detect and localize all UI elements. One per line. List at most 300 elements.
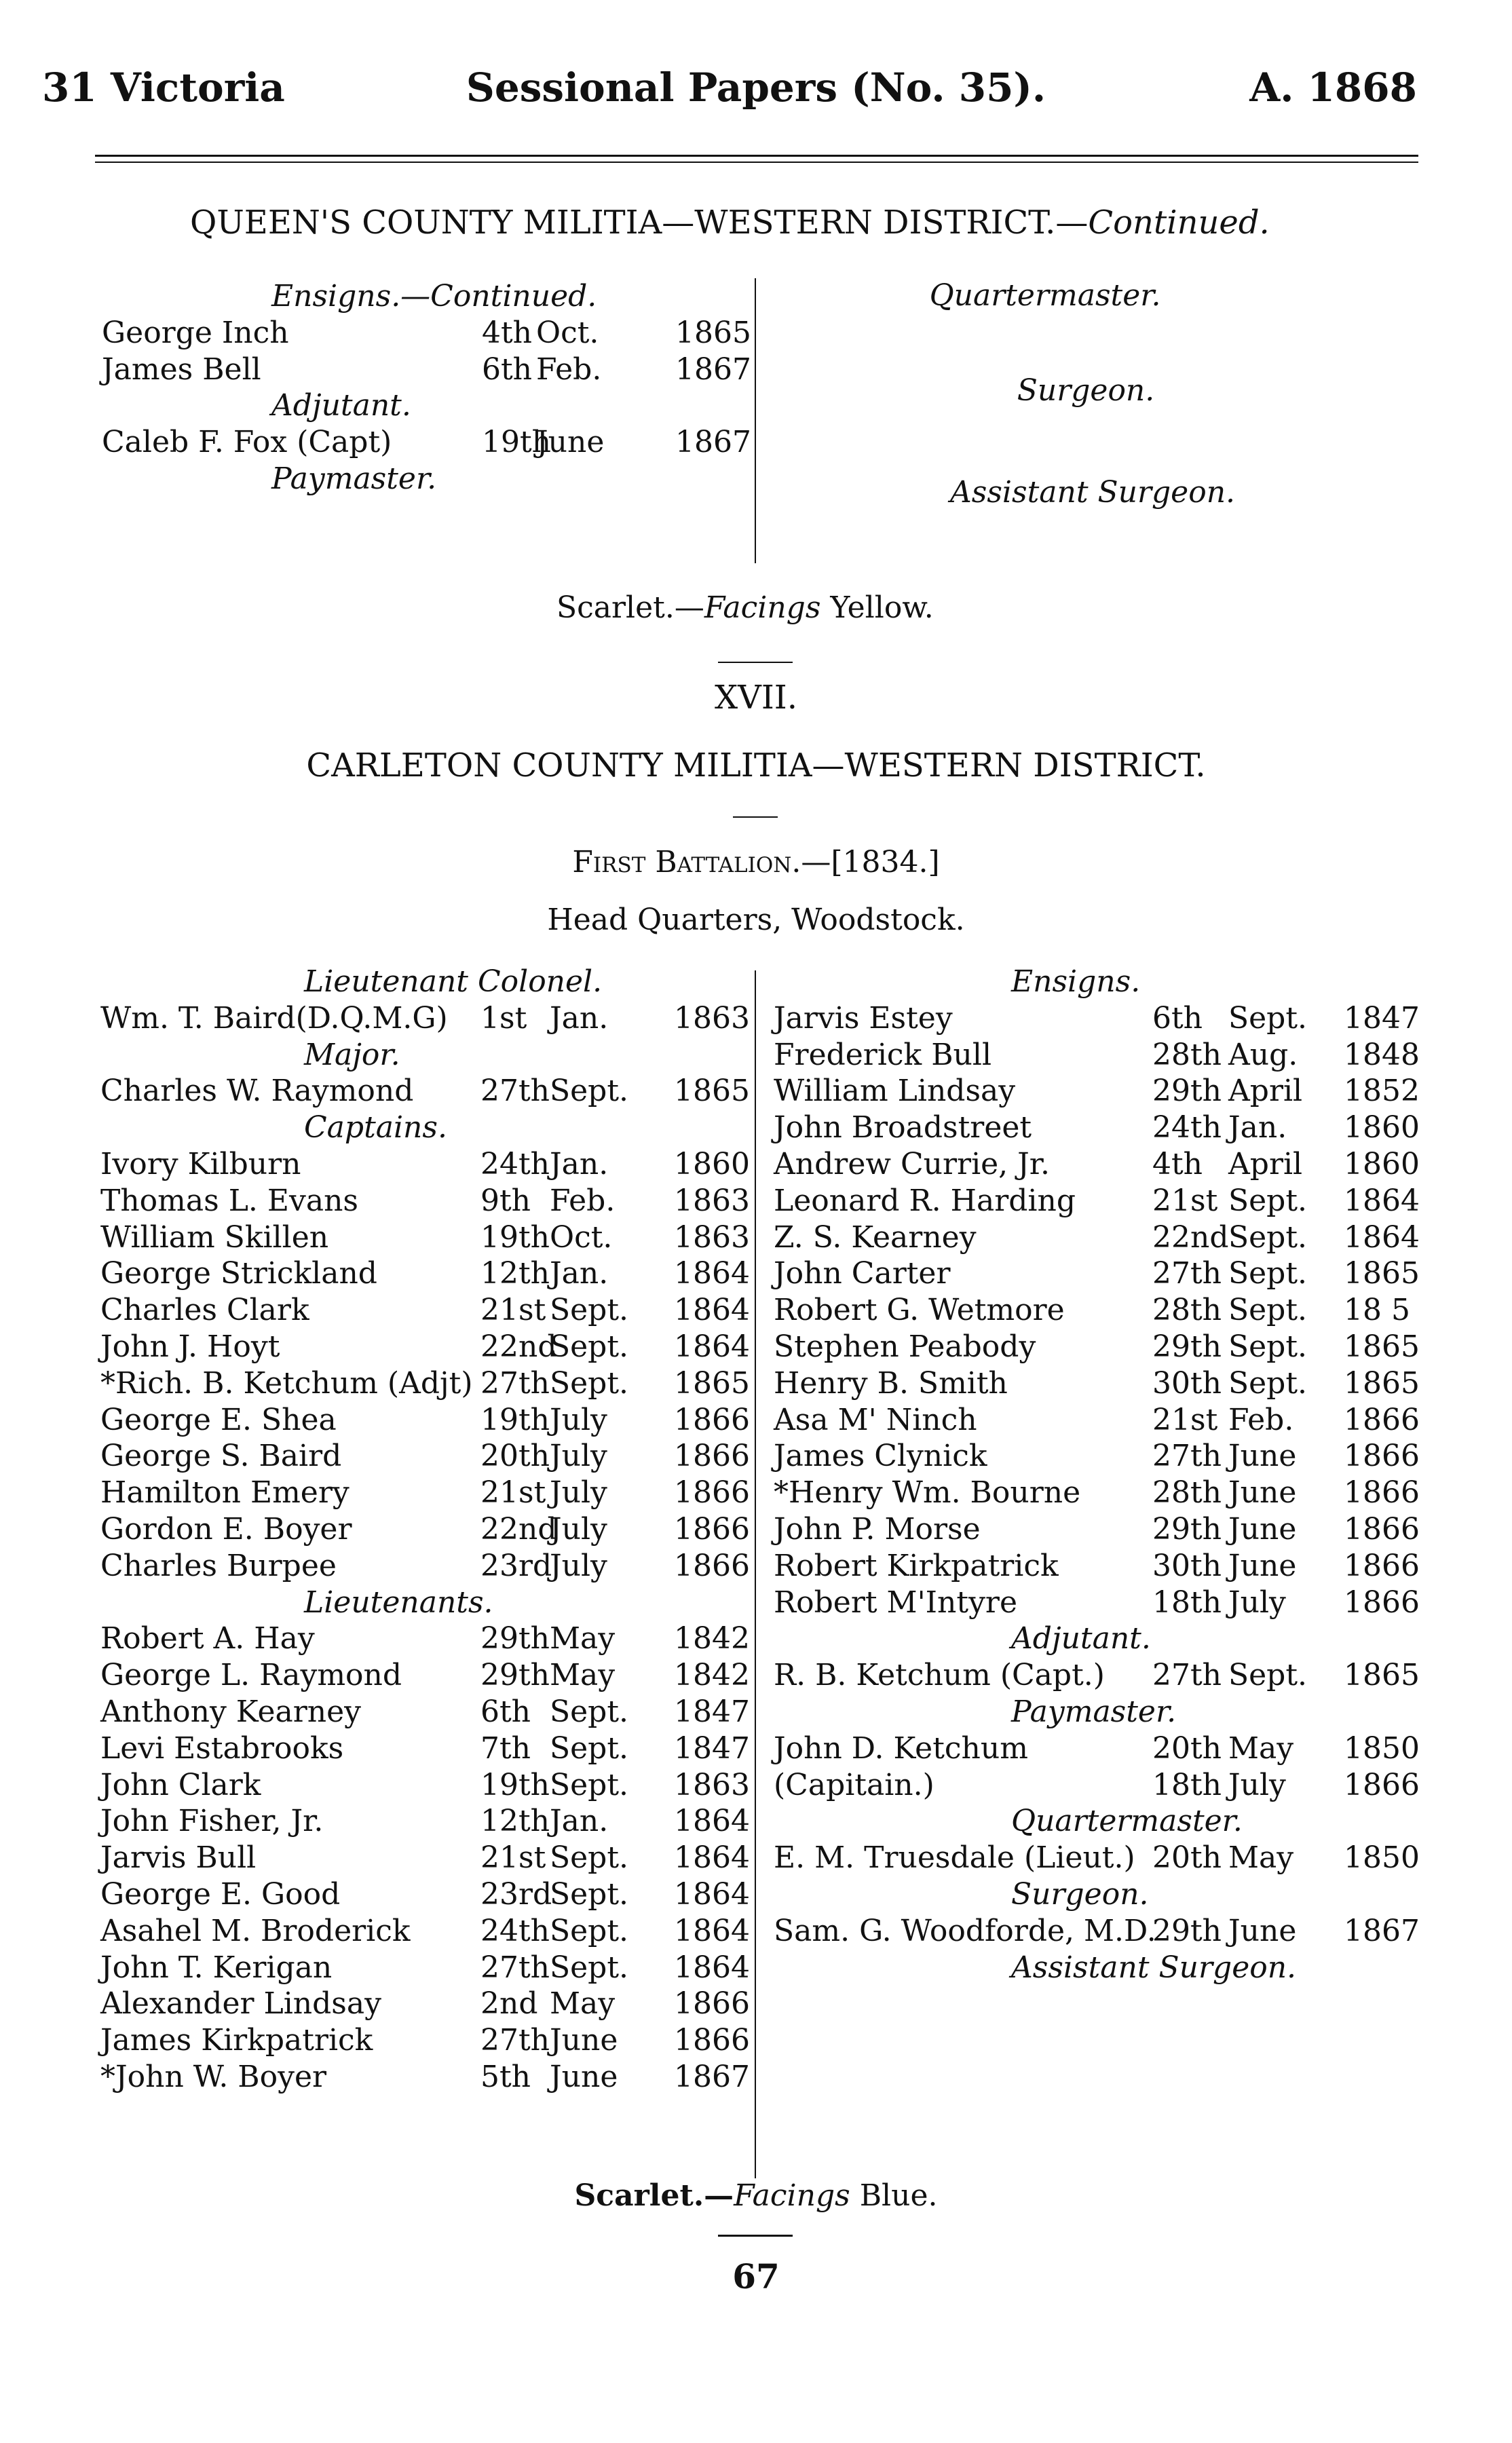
roster-day: 27th <box>1152 1658 1222 1693</box>
queens-facings-c: Yellow. <box>820 590 934 625</box>
subheading-text: Ensigns. <box>1011 964 1141 999</box>
roster-day: 28th <box>1152 1293 1222 1328</box>
roster-month: Jan. <box>550 1000 609 1036</box>
roster-row <box>767 1255 1418 1292</box>
roster-day: 4th <box>1152 1146 1203 1181</box>
roster-day: 19th <box>480 1219 550 1255</box>
roster-year: 1863 <box>674 1767 750 1802</box>
roster-name: Z. S. Kearney <box>774 1219 977 1255</box>
roster-day: 20th <box>1152 1840 1222 1876</box>
roster-day: 24th <box>480 1913 550 1948</box>
roster-name: Hamilton Emery <box>100 1475 349 1511</box>
roster-row <box>767 1438 1418 1475</box>
roster-row <box>767 1475 1418 1511</box>
roster-day: 7th <box>480 1730 531 1766</box>
roster-year: 1863 <box>674 1219 750 1255</box>
roster-row <box>767 1365 1418 1402</box>
roster-name: Robert G. Wetmore <box>774 1293 1065 1328</box>
roster-month: Sept. <box>550 1767 629 1802</box>
roster-row <box>767 1110 1418 1146</box>
roster-month: July <box>1228 1585 1286 1620</box>
roster-year: 1852 <box>1344 1074 1420 1109</box>
roster-day: 21st <box>1152 1402 1218 1437</box>
roster-row <box>100 1402 752 1439</box>
roster-year: 1864 <box>674 1804 750 1839</box>
roster-row <box>767 1402 1418 1439</box>
roster-row <box>100 1183 752 1219</box>
roster-row <box>767 1548 1418 1585</box>
roster-day: 19th <box>482 425 552 460</box>
roster-year: 1866 <box>1344 1439 1420 1474</box>
section-subheading <box>100 1585 752 1621</box>
roster-day: 27th <box>480 1074 550 1109</box>
subheading-text: Lieutenants. <box>304 1585 493 1620</box>
roster-name: Gordon E. Boyer <box>100 1511 352 1547</box>
queens-surgeon: Surgeon. <box>1017 373 1155 408</box>
roster-day: 29th <box>1152 1913 1222 1948</box>
roster-year: 1850 <box>1344 1730 1420 1766</box>
roster-year: 1867 <box>675 425 751 460</box>
roster-month: Sept. <box>550 1694 629 1729</box>
roster-row <box>767 1037 1418 1074</box>
roster-year: 1865 <box>1344 1329 1420 1364</box>
roster-row <box>767 1511 1418 1548</box>
roster-year: 1865 <box>675 315 751 350</box>
page-number: 67 <box>732 2256 780 2296</box>
queens-facings-a: Scarlet.— <box>556 590 704 625</box>
roster-day: 29th <box>1152 1511 1222 1547</box>
roster-name: *Rich. B. Ketchum (Adjt) <box>100 1365 473 1401</box>
roster-name: *Henry Wm. Bourne <box>774 1475 1081 1511</box>
roster-row <box>767 1913 1418 1950</box>
roster-month: June <box>1228 1439 1297 1474</box>
roster-day: 29th <box>480 1658 550 1693</box>
roster-day: 22nd <box>480 1329 557 1364</box>
roster-row <box>767 1730 1418 1767</box>
roster-month: Sept. <box>550 1365 629 1401</box>
header-rule-thin <box>95 162 1418 163</box>
roster-month: Jan. <box>550 1256 609 1291</box>
roster-name: Asahel M. Broderick <box>100 1913 411 1948</box>
roster-name: Levi Estabrooks <box>100 1730 344 1766</box>
roster-day: 27th <box>480 1365 550 1401</box>
roster-year: 1867 <box>1344 1913 1420 1948</box>
roster-month: May <box>550 1621 616 1656</box>
roster-month: Feb. <box>536 352 602 387</box>
section-subheading <box>102 461 746 497</box>
roster-month: May <box>1228 1730 1294 1766</box>
header-left: 31 Victoria <box>42 64 285 111</box>
roster-day: 12th <box>480 1804 550 1839</box>
carleton-facings-a: Scarlet.— <box>574 2178 734 2213</box>
roster-year: 1864 <box>674 1876 750 1912</box>
roster-day: 20th <box>1152 1730 1222 1766</box>
carleton-facings-b: Facings <box>734 2178 850 2213</box>
queens-quartermaster: Quartermaster. <box>929 278 1161 313</box>
roster-name: John J. Hoyt <box>100 1329 280 1364</box>
roster-row <box>100 1329 752 1365</box>
roster-year: 1847 <box>1344 1000 1420 1036</box>
roster-year: 1866 <box>674 1475 750 1511</box>
roster-year: 1864 <box>674 1913 750 1948</box>
roster-month: July <box>550 1511 607 1547</box>
roster-name: Caleb F. Fox (Capt) <box>102 425 392 460</box>
roster-day: 6th <box>1152 1000 1203 1036</box>
roster-year: 1847 <box>674 1730 750 1766</box>
section-subheading <box>100 1110 752 1146</box>
roster-day: 1st <box>480 1000 527 1036</box>
roster-month: Jan. <box>1228 1110 1287 1145</box>
roster-month: Sept. <box>550 1913 629 1948</box>
subheading-text: Major. <box>304 1037 400 1072</box>
roster-month: May <box>550 1986 616 2022</box>
roster-month: Sept. <box>1228 1658 1308 1693</box>
roster-month: Sept. <box>1228 1219 1308 1255</box>
roster-year: 1864 <box>674 1329 750 1364</box>
roster-name: Charles W. Raymond <box>100 1074 414 1109</box>
carleton-left-column <box>100 964 752 2096</box>
roster-day: 22nd <box>1152 1219 1229 1255</box>
roster-month: Sept. <box>550 1329 629 1364</box>
subheading-text: Adjutant. <box>1011 1621 1151 1656</box>
roster-row <box>767 1183 1418 1219</box>
section-subheading <box>102 387 746 424</box>
subheading-text: Assistant Surgeon. <box>1011 1950 1297 1985</box>
header-rule-thick <box>95 155 1418 157</box>
roster-name: Sam. G. Woodforde, M.D. <box>774 1913 1156 1948</box>
section-subheading <box>767 1694 1418 1730</box>
section-subheading <box>767 1950 1418 1986</box>
roster-month: June <box>1228 1511 1297 1547</box>
roster-month: Sept. <box>1228 1293 1308 1328</box>
roster-day: 21st <box>480 1293 546 1328</box>
roster-row <box>100 1365 752 1402</box>
roster-row <box>767 1146 1418 1183</box>
roster-day: 28th <box>1152 1475 1222 1511</box>
roster-row <box>100 1073 752 1110</box>
roster-name: John D. Ketchum <box>774 1730 1028 1766</box>
roster-day: 19th <box>480 1767 550 1802</box>
roster-row <box>100 1950 752 1986</box>
column-divider-carleton <box>755 970 756 2178</box>
roster-year: 1864 <box>1344 1219 1420 1255</box>
roster-row <box>767 1657 1418 1694</box>
roster-month: June <box>550 2023 618 2058</box>
roster-year: 1866 <box>674 1402 750 1437</box>
roster-name: Asa M' Ninch <box>774 1402 977 1437</box>
roster-year: 1860 <box>1344 1110 1420 1145</box>
roster-name: Robert Kirkpatrick <box>774 1548 1059 1583</box>
roster-day: 12th <box>480 1256 550 1291</box>
roster-year: 1864 <box>674 1293 750 1328</box>
roster-day: 27th <box>1152 1256 1222 1291</box>
section-subheading <box>100 1037 752 1074</box>
queens-assistant-surgeon: Assistant Surgeon. <box>949 475 1236 510</box>
roster-month: Sept. <box>550 1840 629 1876</box>
roster-row <box>767 1073 1418 1110</box>
queens-left-column <box>102 278 751 497</box>
roster-year: 1842 <box>674 1658 750 1693</box>
header-right: A. 1868 <box>1249 64 1417 111</box>
roster-year: 1850 <box>1344 1840 1420 1876</box>
roster-row <box>100 2022 752 2059</box>
section-title-queens <box>190 204 1270 242</box>
roster-row <box>100 1913 752 1950</box>
roster-day: 2nd <box>480 1986 538 2022</box>
roster-name: *John W. Boyer <box>100 2059 327 2094</box>
roster-row <box>100 1438 752 1475</box>
roster-year: 1866 <box>674 1986 750 2022</box>
section-title-queens-main: QUEEN'S COUNTY MILITIA—WESTERN DISTRICT.— <box>190 204 1089 242</box>
roster-year: 1866 <box>1344 1767 1420 1802</box>
roster-year: 1860 <box>674 1146 750 1181</box>
roster-name: John Clark <box>100 1767 261 1802</box>
roster-day: 9th <box>480 1183 531 1218</box>
subheading-text: Lieutenant Colonel. <box>304 964 603 999</box>
roster-month: July <box>550 1439 607 1474</box>
roster-name: (Capitain.) <box>774 1767 934 1802</box>
roster-month: Sept. <box>550 1730 629 1766</box>
roster-month: Sept. <box>550 1293 629 1328</box>
roster-name: John P. Morse <box>774 1511 981 1547</box>
roster-year: 1866 <box>674 1548 750 1583</box>
roster-name: George L. Raymond <box>100 1658 402 1693</box>
roster-month: Sept. <box>1228 1365 1308 1401</box>
queens-facings-b: Facings <box>704 590 821 625</box>
subheading-text: Captains. <box>304 1110 447 1145</box>
roster-month: April <box>1228 1146 1303 1181</box>
roster-month: Sept. <box>1228 1000 1308 1036</box>
roster-row <box>102 424 751 461</box>
footer-dash <box>718 2235 793 2237</box>
roster-name: George E. Good <box>100 1876 341 1912</box>
section-subheading <box>102 278 746 315</box>
roster-day: 29th <box>1152 1329 1222 1364</box>
roster-day: 21st <box>1152 1183 1218 1218</box>
section-subheading <box>100 964 752 1000</box>
roster-year: 1866 <box>1344 1475 1420 1511</box>
roster-day: 29th <box>480 1621 550 1656</box>
roster-month: June <box>1228 1548 1297 1583</box>
roster-name: R. B. Ketchum (Capt.) <box>774 1658 1105 1693</box>
section-title-queens-continued: Continued. <box>1088 204 1270 242</box>
queens-facings <box>556 590 934 625</box>
roster-name: John Carter <box>774 1256 951 1291</box>
roster-row <box>102 352 751 388</box>
roster-year: 1866 <box>1344 1548 1420 1583</box>
roster-month: Sept. <box>1228 1256 1308 1291</box>
roster-row <box>767 1329 1418 1365</box>
roster-month: June <box>1228 1913 1297 1948</box>
roster-year: 1865 <box>1344 1256 1420 1291</box>
roster-month: July <box>550 1475 607 1511</box>
roster-month: May <box>1228 1840 1294 1876</box>
roster-name: Robert A. Hay <box>100 1621 315 1656</box>
roster-year: 1867 <box>674 2059 750 2094</box>
subheading-text: Surgeon. <box>1011 1876 1149 1912</box>
roster-row <box>100 1840 752 1876</box>
roster-month: June <box>550 2059 618 2094</box>
roster-row <box>767 1292 1418 1329</box>
roster-name: Charles Clark <box>100 1293 309 1328</box>
roster-day: 20th <box>480 1439 550 1474</box>
roster-row <box>100 1146 752 1183</box>
roster-day: 23rd <box>480 1876 552 1912</box>
roster-day: 22nd <box>480 1511 557 1547</box>
roster-day: 18th <box>1152 1585 1222 1620</box>
roster-year: 1860 <box>1344 1146 1420 1181</box>
roster-name: Stephen Peabody <box>774 1329 1036 1364</box>
roster-row <box>100 1803 752 1840</box>
roster-year: 1863 <box>674 1183 750 1218</box>
roster-year: 1864 <box>674 1840 750 1876</box>
roster-year: 1865 <box>1344 1658 1420 1693</box>
roster-name: Charles Burpee <box>100 1548 337 1583</box>
roster-name: Alexander Lindsay <box>100 1986 381 2022</box>
roster-month: July <box>550 1548 607 1583</box>
roster-year: 1848 <box>1344 1037 1420 1072</box>
roster-day: 29th <box>1152 1074 1222 1109</box>
carleton-facings-c: Blue. <box>850 2178 938 2213</box>
roster-day: 6th <box>480 1694 531 1729</box>
battalion-heading: First Battalion.—[1834.] <box>572 845 940 879</box>
carleton-facings <box>575 2178 938 2213</box>
subheading-text: Paymaster. <box>1011 1694 1177 1729</box>
roster-day: 27th <box>480 2023 550 2058</box>
column-divider-queens <box>755 278 756 563</box>
roster-row <box>100 1767 752 1804</box>
roster-month: June <box>1228 1475 1297 1511</box>
header-center: Sessional Papers (No. 35). <box>466 64 1046 111</box>
roster-year: 1865 <box>674 1074 750 1109</box>
roster-name: Jarvis Estey <box>774 1000 953 1036</box>
roster-day: 24th <box>480 1146 550 1181</box>
roster-year: 1867 <box>675 352 751 387</box>
roster-year: 1866 <box>1344 1402 1420 1437</box>
roster-day: 18th <box>1152 1767 1222 1802</box>
section-subheading <box>767 1876 1418 1913</box>
section-subheading <box>767 1621 1418 1657</box>
roster-row <box>100 1000 752 1037</box>
roster-name: Frederick Bull <box>774 1037 992 1072</box>
roster-month: Oct. <box>550 1219 613 1255</box>
roster-name: George S. Baird <box>100 1439 342 1474</box>
roster-name: James Kirkpatrick <box>100 2023 373 2058</box>
roster-month: Aug. <box>1228 1037 1298 1072</box>
subheading-text: Adjutant. <box>271 388 411 423</box>
roster-year: 1864 <box>674 1950 750 1985</box>
roster-name: James Clynick <box>774 1439 987 1474</box>
roster-day: 21st <box>480 1840 546 1876</box>
roster-name: Thomas L. Evans <box>100 1183 359 1218</box>
roster-year: 1866 <box>1344 1585 1420 1620</box>
roster-row <box>100 1475 752 1511</box>
roster-name: Wm. T. Baird(D.Q.M.G) <box>100 1000 448 1036</box>
section-separator <box>718 662 793 663</box>
roster-year: 1865 <box>1344 1365 1420 1401</box>
section-subheading <box>767 1803 1418 1840</box>
subheading-text: Paymaster. <box>271 461 437 496</box>
roster-row <box>767 1000 1418 1037</box>
subheading-text: Quartermaster. <box>1011 1804 1243 1839</box>
roster-row <box>100 1986 752 2022</box>
roster-name: George E. Shea <box>100 1402 337 1437</box>
title-dash <box>733 816 778 818</box>
roster-day: 28th <box>1152 1037 1222 1072</box>
roster-month: Sept. <box>550 1950 629 1985</box>
roster-month: Sept. <box>550 1876 629 1912</box>
roster-month: Feb. <box>550 1183 616 1218</box>
roster-name: John T. Kerigan <box>100 1950 333 1985</box>
roster-month: June <box>536 425 605 460</box>
roster-row <box>767 1585 1418 1621</box>
section-title-carleton: CARLETON COUNTY MILITIA—WESTERN DISTRICT. <box>306 746 1206 784</box>
roster-row <box>100 1219 752 1256</box>
roster-year: 1847 <box>674 1694 750 1729</box>
roster-row <box>100 1548 752 1585</box>
roster-row <box>100 1511 752 1548</box>
roster-month: Jan. <box>550 1804 609 1839</box>
headquarters-line: Head Quarters, Woodstock. <box>547 903 965 937</box>
roster-year: 1863 <box>674 1000 750 1036</box>
carleton-right-column <box>767 964 1418 1986</box>
roster-year: 1866 <box>674 1439 750 1474</box>
roster-name: Jarvis Bull <box>100 1840 257 1876</box>
roster-name: Henry B. Smith <box>774 1365 1008 1401</box>
roster-name: John Broadstreet <box>774 1110 1032 1145</box>
roster-name: John Fisher, Jr. <box>100 1804 324 1839</box>
roster-year: 1866 <box>674 1511 750 1547</box>
roster-name: George Strickland <box>100 1256 377 1291</box>
roster-day: 23rd <box>480 1548 552 1583</box>
roster-year: 1865 <box>674 1365 750 1401</box>
roster-row <box>100 1292 752 1329</box>
subheading-text: Ensigns.—Continued. <box>271 279 597 314</box>
roster-day: 27th <box>1152 1439 1222 1474</box>
roster-year: 18 5 <box>1344 1293 1410 1328</box>
roster-month: April <box>1228 1074 1303 1109</box>
roster-day: 21st <box>480 1475 546 1511</box>
roster-name: Robert M'Intyre <box>774 1585 1018 1620</box>
roster-name: William Skillen <box>100 1219 329 1255</box>
roster-day: 30th <box>1152 1548 1222 1583</box>
roster-month: July <box>550 1402 607 1437</box>
roster-year: 1866 <box>1344 1511 1420 1547</box>
roster-row <box>100 1694 752 1730</box>
roster-year: 1864 <box>1344 1183 1420 1218</box>
roster-month: Sept. <box>1228 1329 1308 1364</box>
roster-name: Anthony Kearney <box>100 1694 362 1729</box>
roster-row <box>100 1657 752 1694</box>
roster-day: 19th <box>480 1402 550 1437</box>
section-number: XVII. <box>714 679 798 717</box>
roster-name: Ivory Kilburn <box>100 1146 301 1181</box>
roster-name: William Lindsay <box>774 1074 1016 1109</box>
roster-month: Sept. <box>1228 1183 1308 1218</box>
roster-name: Leonard R. Harding <box>774 1183 1076 1218</box>
roster-year: 1866 <box>674 2023 750 2058</box>
roster-row <box>767 1767 1418 1804</box>
roster-name: Andrew Currie, Jr. <box>774 1146 1050 1181</box>
roster-row <box>100 1876 752 1913</box>
roster-month: May <box>550 1658 616 1693</box>
roster-day: 6th <box>482 352 533 387</box>
roster-name: E. M. Truesdale (Lieut.) <box>774 1840 1135 1876</box>
roster-day: 4th <box>482 315 533 350</box>
roster-row <box>100 1621 752 1657</box>
roster-row <box>100 1255 752 1292</box>
roster-month: Feb. <box>1228 1402 1294 1437</box>
